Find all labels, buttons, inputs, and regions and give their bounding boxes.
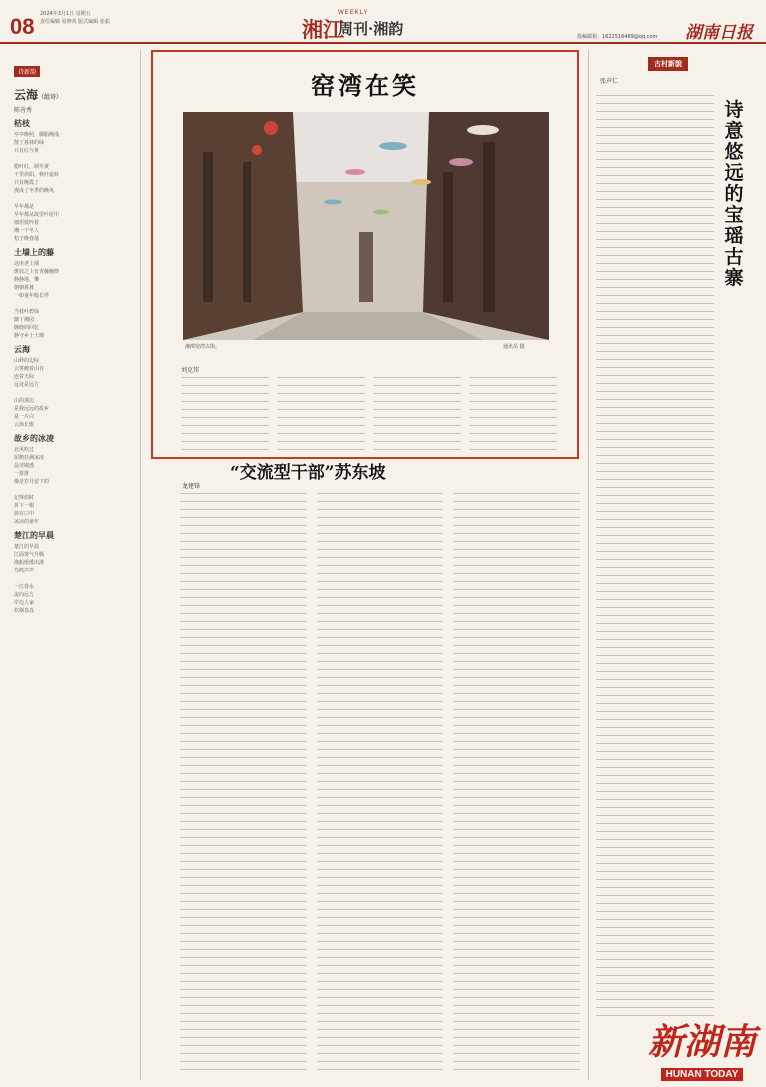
poem-line: 江面雾气升腾 [14,552,45,558]
feature-text-column [277,374,365,450]
poem-line [14,389,134,397]
poem-line: 当枝叶碧绿 [14,309,40,315]
poem-line [14,155,134,163]
photo-credit: 通讯员 摄 [503,344,525,350]
photo-caption: 湘潭窑湾古街。 [185,344,221,350]
poem-section-title: 故乡的冰凌 [14,433,54,443]
article2-text-column [453,490,580,1070]
poetry-column [14,82,134,615]
poem-line: 随了湘园 [14,317,35,323]
page-number: 08 [10,14,35,39]
poem-line: 云雾缠着山谷 [14,366,45,372]
poem-line: 山的那边 [14,398,35,404]
brand-english: HUNAN TODAY [661,1068,744,1081]
article2-body [180,490,580,1070]
column-rule [140,50,141,1080]
contact-email: 投稿邮箱：1622516469@qq.com [577,34,658,40]
feature-article-box [151,50,579,459]
poem-line: 渔船缓缓出港 [14,560,45,566]
poem-line: 山岭的边际 [14,358,40,364]
poem-line [14,300,134,308]
poem-section-title: 云海 [14,344,30,354]
feature-title: 窑湾在笑 [311,71,419,100]
article2-text-column [180,490,307,1070]
poem-line [14,486,134,494]
poem-line: 鸟鸣声声 [14,568,35,574]
feature-text-column [373,374,461,450]
brand-logo-text: 新湖南 [647,1021,756,1063]
section-subtitle: 周刊·湘韵 [338,20,404,38]
feature-author: 刘克邦 [181,367,200,374]
column-rule [588,50,589,1080]
poem-lines [14,357,134,429]
poem-line: 静守乡土土墙 [14,333,45,339]
poem-section-title: 土墙上的藤 [14,247,54,257]
poem-line: 这座老土墙 [14,261,40,267]
editor-credits: 责任编辑 易修英 版式编辑 张茹 [40,19,110,25]
right-article-title: 诗 意 悠 远 的 宝 瑶 古 寨 [724,99,744,289]
poem-line: 晶莹剔透 [14,463,35,469]
poem-line: 岸边人家 [14,600,35,606]
poem-line: 连着天际 [14,374,35,380]
poem-line: 是我远远的故乡 [14,406,50,412]
poem-line: 散了暮林的绿 [14,140,45,146]
newspaper-logo: 湖南日报 [685,23,753,43]
poem-line: 北风吹过 [14,447,35,453]
poem-section-title: 桔枝 [14,118,30,128]
poem-line: 屋檐挂满冰凌 [14,455,45,461]
feature-body [181,374,557,450]
poem-line: 湘一个冬人 [14,228,40,234]
poem-line: 早年都从故里叶尾中 [14,212,60,218]
issue-date: 2024年3月1日 星期五 [40,11,91,17]
article2-title: “交流型干部”苏东坡 [230,463,386,483]
poem-line: 朝朝暮暮 [14,285,35,291]
poem-line: 炊烟袅袅 [14,608,35,614]
article2-author: 龙建锋 [182,483,201,490]
poem-line: 早年都是 [14,204,35,210]
section-name: 湘江 [302,17,344,42]
poem-line: 斑驳之上有青藤缠绕 [14,269,60,275]
poem-line: 记得幼时 [14,495,35,501]
poem-section-title: 楚江的早晨 [14,530,54,540]
poem-line: 一江春水 [14,584,35,590]
poem-line [14,575,134,583]
poem-line: 像是岁月留下的 [14,479,50,485]
poem-line [14,195,134,203]
poem-line: 细语低吟着 [14,220,40,226]
section-english: WEEKLY [338,10,369,16]
poem-author: 陈善秀 [14,107,33,114]
poem-line: 楚江的早晨 [14,544,40,550]
poem-line: 一排排 [14,471,30,477]
poem-lines [14,446,134,526]
page-header [0,0,766,44]
poem-line: 是一片白 [14,414,35,420]
poem-line: 流向远方 [14,592,35,598]
village-section-tag: 古村新貌 [648,57,688,71]
right-article-author: 张声仁 [600,78,619,85]
poetry-section-tag: 诗新韵 [14,66,40,77]
poem-line: 冰凉的童年 [14,519,40,525]
poem-line: 腊叶红，颂冬黄 [14,164,50,170]
poem-line: 放在口中 [14,511,35,517]
poem-line: 远处是远方 [14,382,40,388]
poem-line: 千里斜阳，秋叶旋转 [14,172,60,178]
poem-line: 云海长歌 [14,422,35,428]
poem-lines [14,543,134,615]
poem-line: 静静地，攀 [14,277,40,283]
right-article-body [596,92,714,1022]
poem-line: 桔子晚春落 [14,236,40,242]
poem-line: 缠绕的回忆 [14,325,40,331]
poem-title: 云海（组诗） [14,88,63,102]
poem-lines [14,131,134,243]
feature-text-column [181,374,269,450]
poem-line: 漫成了冬季的晚风 [14,188,55,194]
poem-line: 一如童年般长伴 [14,293,50,299]
poem-line: 只有红与黄 [14,148,40,154]
feature-text-column [469,374,557,450]
brand-watermark [646,1022,758,1080]
article2-text-column [317,490,444,1070]
street-photo [183,112,549,340]
poem-line: 亭亭晚照，胭脂晚浅 [14,132,60,138]
poem-line: 折下一根 [14,503,35,509]
poem-line: 只有晚霞了 [14,180,40,186]
poem-lines [14,260,134,340]
